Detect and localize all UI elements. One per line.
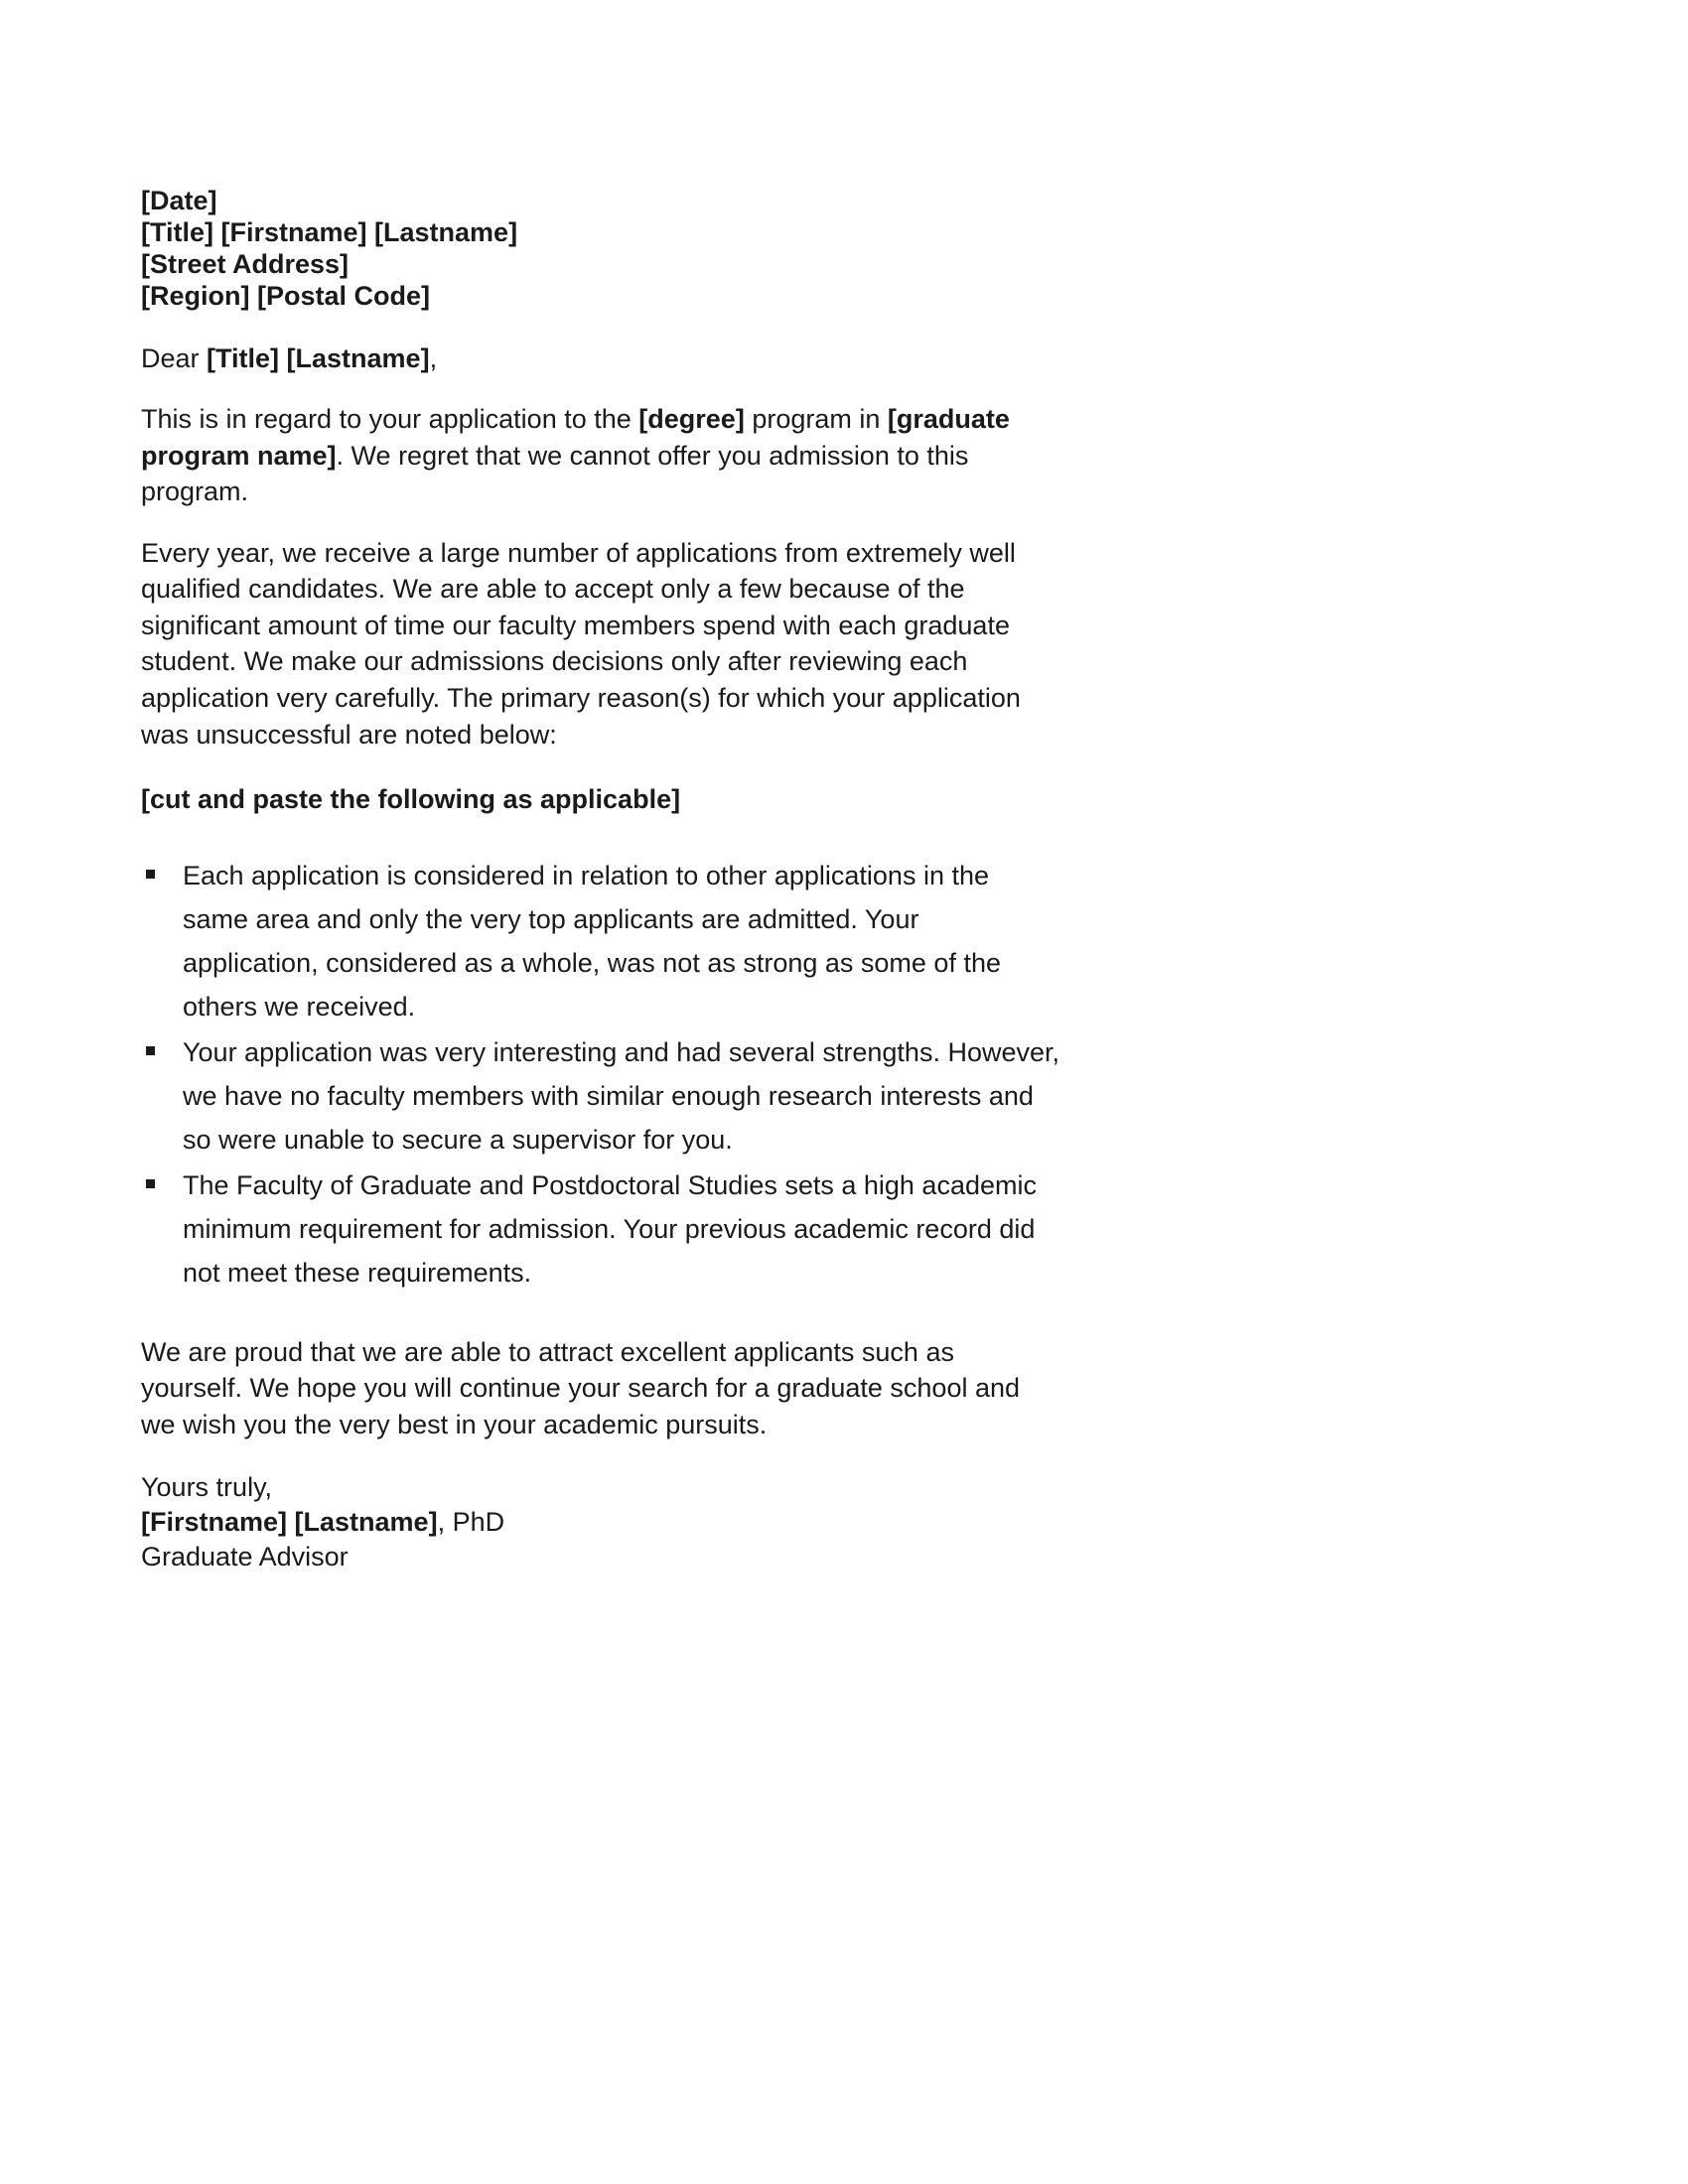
paragraph-1-part-2: program in [744,403,888,434]
address-line-street: [Street Address] [141,249,350,280]
address-block [141,185,1059,313]
placeholder-program-name: [graduate program name] [141,403,1010,471]
address-line-recipient-name: [Title] [Firstname] [Lastname] [141,217,518,248]
list-item [141,854,1059,1028]
salutation-recipient: [Title] [Lastname] [207,342,430,373]
letter-body [141,185,1059,1574]
signer-name: [Firstname] [Lastname] [141,1507,438,1538]
square-bullet-icon [146,1179,155,1188]
list-item [141,1163,1059,1295]
square-bullet-icon [146,870,155,879]
salutation-suffix: , [429,342,438,373]
reasons-bullet-list [141,854,1059,1295]
address-line-date: [Date] [141,186,217,215]
list-item [141,1030,1059,1161]
signer-credential: , PhD [437,1507,505,1538]
salutation-prefix: Dear [141,342,208,373]
cut-and-paste-heading: [cut and paste the following as applicable] [141,784,681,815]
paragraph-1-part-3: . We regret that we cannot offer you admission to this program. [141,440,969,507]
paragraph-1-part-1: This is in regard to your application to the [141,403,639,434]
signer-name-line [141,1505,1059,1540]
signer-role: Graduate Advisor [141,1541,349,1571]
valediction: Yours truly, [141,1472,273,1503]
list-item-text: Your application was very interesting and had several strengths. However, we have no faculty members with similar enough research interests and so were unable to secure a supervisor for you. [183,1036,1059,1155]
paragraph-closing-encouragement: We are proud that we are able to attract excellent applicants such as yourself. We hope you will continue your search for a graduate school and we wish you the very best in your academic pursuits. [141,1336,1021,1439]
signature-block [141,1470,1059,1573]
list-item-text: Each application is considered in relation to other applications in the same area and only the very top applicants are admitted. Your application, considered as a whole, was not as strong as some of the others we received. [183,860,1001,1022]
list-item-text: The Faculty of Graduate and Postdoctoral Studies sets a high academic minimum requirement for admission. Your previous academic record did not meet these requirements. [183,1169,1037,1288]
address-line-region-postal: [Region] [Postal Code] [141,281,430,312]
salutation [141,341,1059,376]
placeholder-degree: [degree] [638,403,745,434]
paragraph-selectivity-explanation: Every year, we receive a large number of applications from extremely well qualified candidates. We are able to accept only a few because of the significant amount of time our faculty members spend with each graduate student. We make our admissions decisions only after reviewing each application very carefully. The primary reason(s) for which your application was unsuccessful are noted below: [141,537,1021,750]
square-bullet-icon [146,1046,155,1055]
paragraph-regarding-application [141,401,1059,510]
